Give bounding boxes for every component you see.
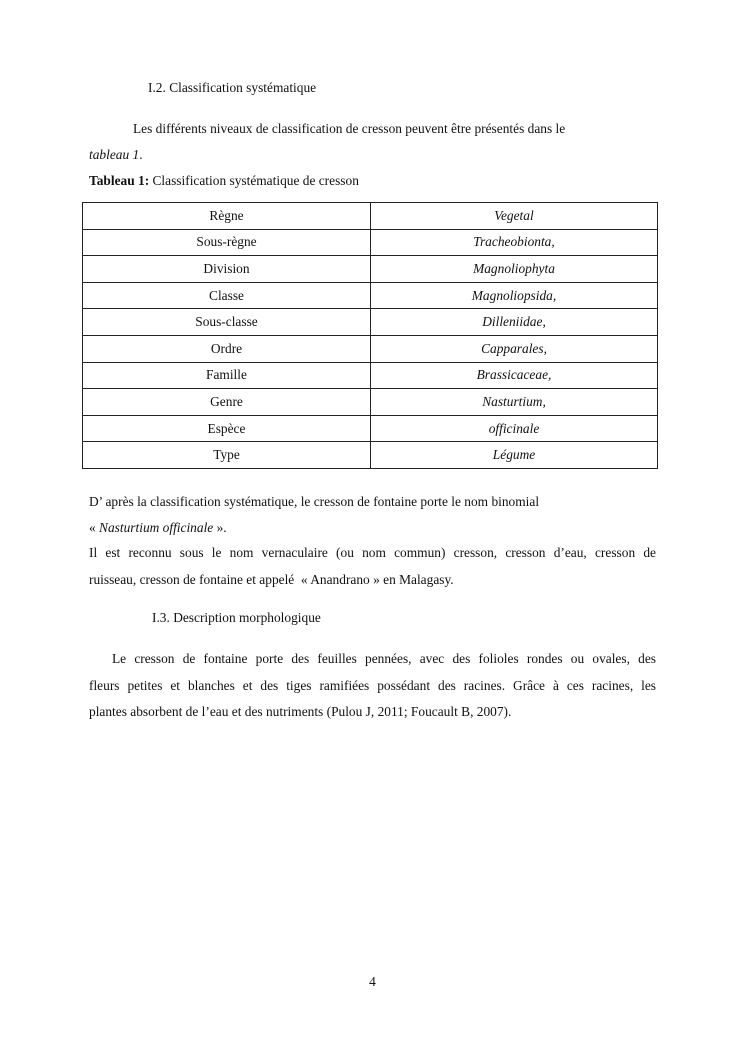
binomial-name: Nasturtium officinale	[99, 520, 214, 535]
table-row	[83, 203, 658, 230]
section-heading-morphology: I.3. Description morphologique	[152, 610, 321, 625]
intro-period: .	[139, 147, 143, 162]
table-row	[83, 389, 658, 416]
rank-cell: Sous-règne	[83, 229, 371, 256]
taxon-cell: Capparales,	[371, 335, 658, 362]
taxon-cell: Dilleniidae,	[371, 309, 658, 336]
taxon-cell: Magnoliopsida,	[371, 282, 658, 309]
rank-cell: Division	[83, 256, 371, 283]
vernacular-line-1: Il est reconnu sous le nom vernaculaire (ou nom commun) cresson, cresson d’eau, cresson de	[89, 545, 656, 560]
morphology-paragraph	[89, 646, 656, 726]
table-row	[83, 442, 658, 469]
table-row	[83, 256, 658, 283]
rank-cell: Famille	[83, 362, 371, 389]
vernacular-paragraph	[89, 540, 656, 593]
rank-cell: Type	[83, 442, 371, 469]
morphology-line-2: fleurs petites et blanches et des tiges ramifiées possédant des racines. Grâce à ces racines, les	[89, 677, 656, 693]
binomial-close-quote: ».	[213, 520, 227, 535]
table-caption-text: Classification systématique de cresson	[149, 173, 359, 188]
classification-table	[82, 202, 658, 469]
table-row	[83, 335, 658, 362]
taxon-cell: Légume	[371, 442, 658, 469]
table-row	[83, 309, 658, 336]
taxon-cell: Vegetal	[371, 203, 658, 230]
page-number: 4	[369, 974, 376, 989]
taxon-cell: Tracheobionta,	[371, 229, 658, 256]
table-row	[83, 362, 658, 389]
binomial-line-1: D’ après la classification systématique, le cresson de fontaine porte le nom binomial	[89, 494, 540, 509]
taxon-cell: Nasturtium,	[371, 389, 658, 416]
table-caption-label: Tableau 1:	[89, 173, 150, 188]
section-heading-classification: I.2. Classification systématique	[148, 80, 317, 95]
table-reference: tableau 1	[89, 147, 140, 162]
intro-line-2	[89, 147, 143, 163]
binomial-open-quote: «	[89, 520, 100, 535]
taxon-cell: officinale	[371, 415, 658, 442]
vernacular-line-2: ruisseau, cresson de fontaine et appelé « Anandrano » en Malagasy.	[89, 571, 454, 587]
rank-cell: Genre	[83, 389, 371, 416]
morphology-line-3: plantes absorbent de l’eau et des nutriments (Pulou J, 2011; Foucault B, 2007).	[89, 704, 512, 719]
rank-cell: Espèce	[83, 415, 371, 442]
intro-line-1: Les différents niveaux de classification de cresson peuvent être présentés dans le	[133, 121, 566, 136]
table-row	[83, 415, 658, 442]
taxon-cell: Magnoliophyta	[371, 256, 658, 283]
rank-cell: Classe	[83, 282, 371, 309]
taxon-cell: Brassicaceae,	[371, 362, 658, 389]
morphology-line-1: Le cresson de fontaine porte des feuilles pennées, avec des folioles rondes ou ovales, des	[112, 651, 656, 666]
table-row	[83, 282, 658, 309]
rank-cell: Ordre	[83, 335, 371, 362]
table-caption	[89, 173, 359, 189]
binomial-line-2	[89, 520, 227, 536]
rank-cell: Règne	[83, 203, 371, 230]
table-row	[83, 229, 658, 256]
rank-cell: Sous-classe	[83, 309, 371, 336]
